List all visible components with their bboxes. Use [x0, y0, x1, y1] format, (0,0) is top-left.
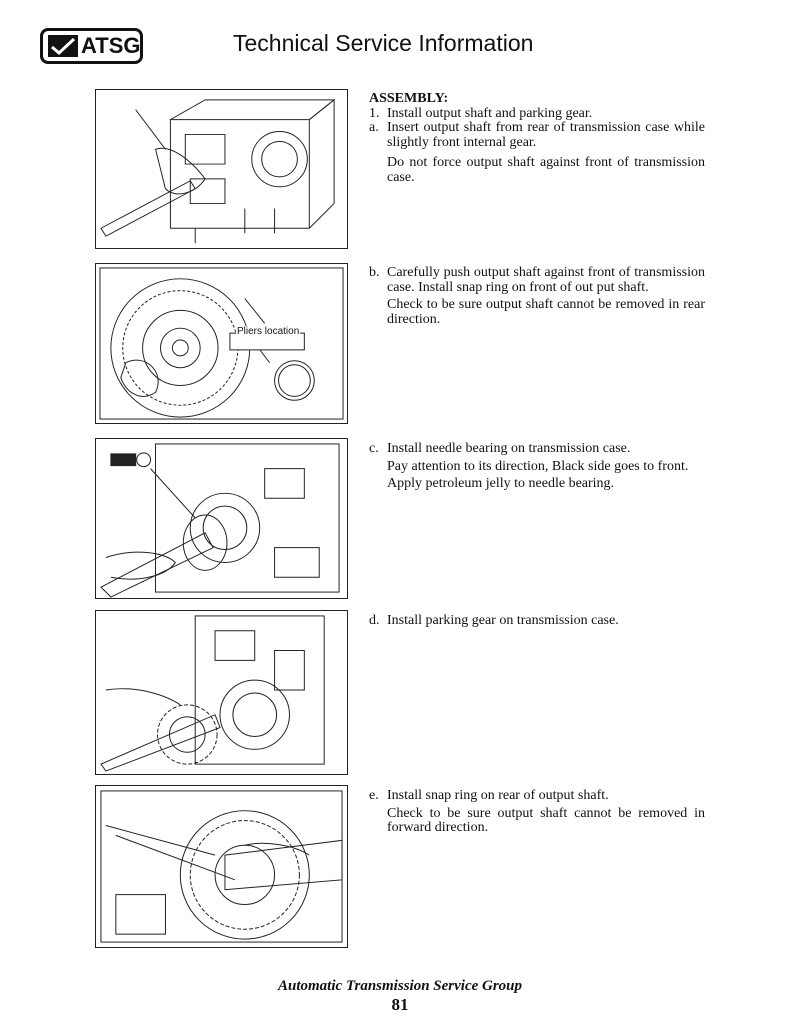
step-b-section — [369, 266, 705, 327]
step-note: Check to be sure output shaft cannot be removed in rear direction. — [387, 297, 705, 327]
figure-snap-ring-rear — [95, 785, 348, 948]
step-label: a. — [369, 120, 379, 135]
step-text: Install snap ring on rear of output shaft. — [387, 788, 609, 803]
page-number: 81 — [391, 995, 409, 1014]
step-label: c. — [369, 441, 379, 456]
step-text: Insert output shaft from rear of transmission case while slightly front internal gear. — [387, 120, 705, 150]
step-e — [369, 789, 705, 804]
step-1 — [369, 107, 705, 122]
logo-text: ATSG — [81, 33, 141, 58]
pliers-location-label: Pliers location — [237, 326, 300, 337]
step-label: b. — [369, 265, 380, 280]
step-label: 1. — [369, 105, 380, 121]
step-a — [369, 121, 705, 150]
step-text: Install output shaft and parking gear. — [387, 105, 593, 121]
page-title: Technical Service Information — [233, 30, 534, 56]
step-note: Apply petroleum jelly to needle bearing. — [387, 476, 615, 491]
step-text: Install parking gear on transmission case. — [387, 613, 619, 628]
step-d — [369, 614, 705, 629]
step-b — [369, 266, 705, 295]
step-text: Carefully push output shaft against front of transmission case. Install snap ring on front of out put shaft. — [387, 265, 705, 295]
step-note: Do not force output shaft against front of transmission case. — [387, 155, 705, 185]
step-text: Install needle bearing on transmission case. — [387, 441, 631, 456]
figure-snap-ring-front — [95, 263, 348, 424]
figure-insert-output-shaft — [95, 89, 348, 249]
step-label: e. — [369, 788, 379, 803]
step-d-section — [369, 614, 705, 629]
step-note: Check to be sure output shaft cannot be removed in forward direction. — [387, 805, 705, 835]
step-label: d. — [369, 613, 380, 628]
footer-organization: Automatic Transmission Service Group — [277, 978, 523, 994]
atsg-logo — [40, 28, 143, 64]
step-note: Pay attention to its direction, Black side goes to front. — [387, 458, 689, 474]
step-1-section — [369, 92, 705, 185]
assembly-heading: ASSEMBLY: — [369, 91, 449, 106]
step-e-section — [369, 789, 705, 836]
step-c-section — [369, 442, 705, 492]
figure-parking-gear — [95, 610, 348, 775]
figure-needle-bearing — [95, 438, 348, 599]
checkmark-icon — [48, 35, 78, 57]
step-c — [369, 442, 705, 457]
